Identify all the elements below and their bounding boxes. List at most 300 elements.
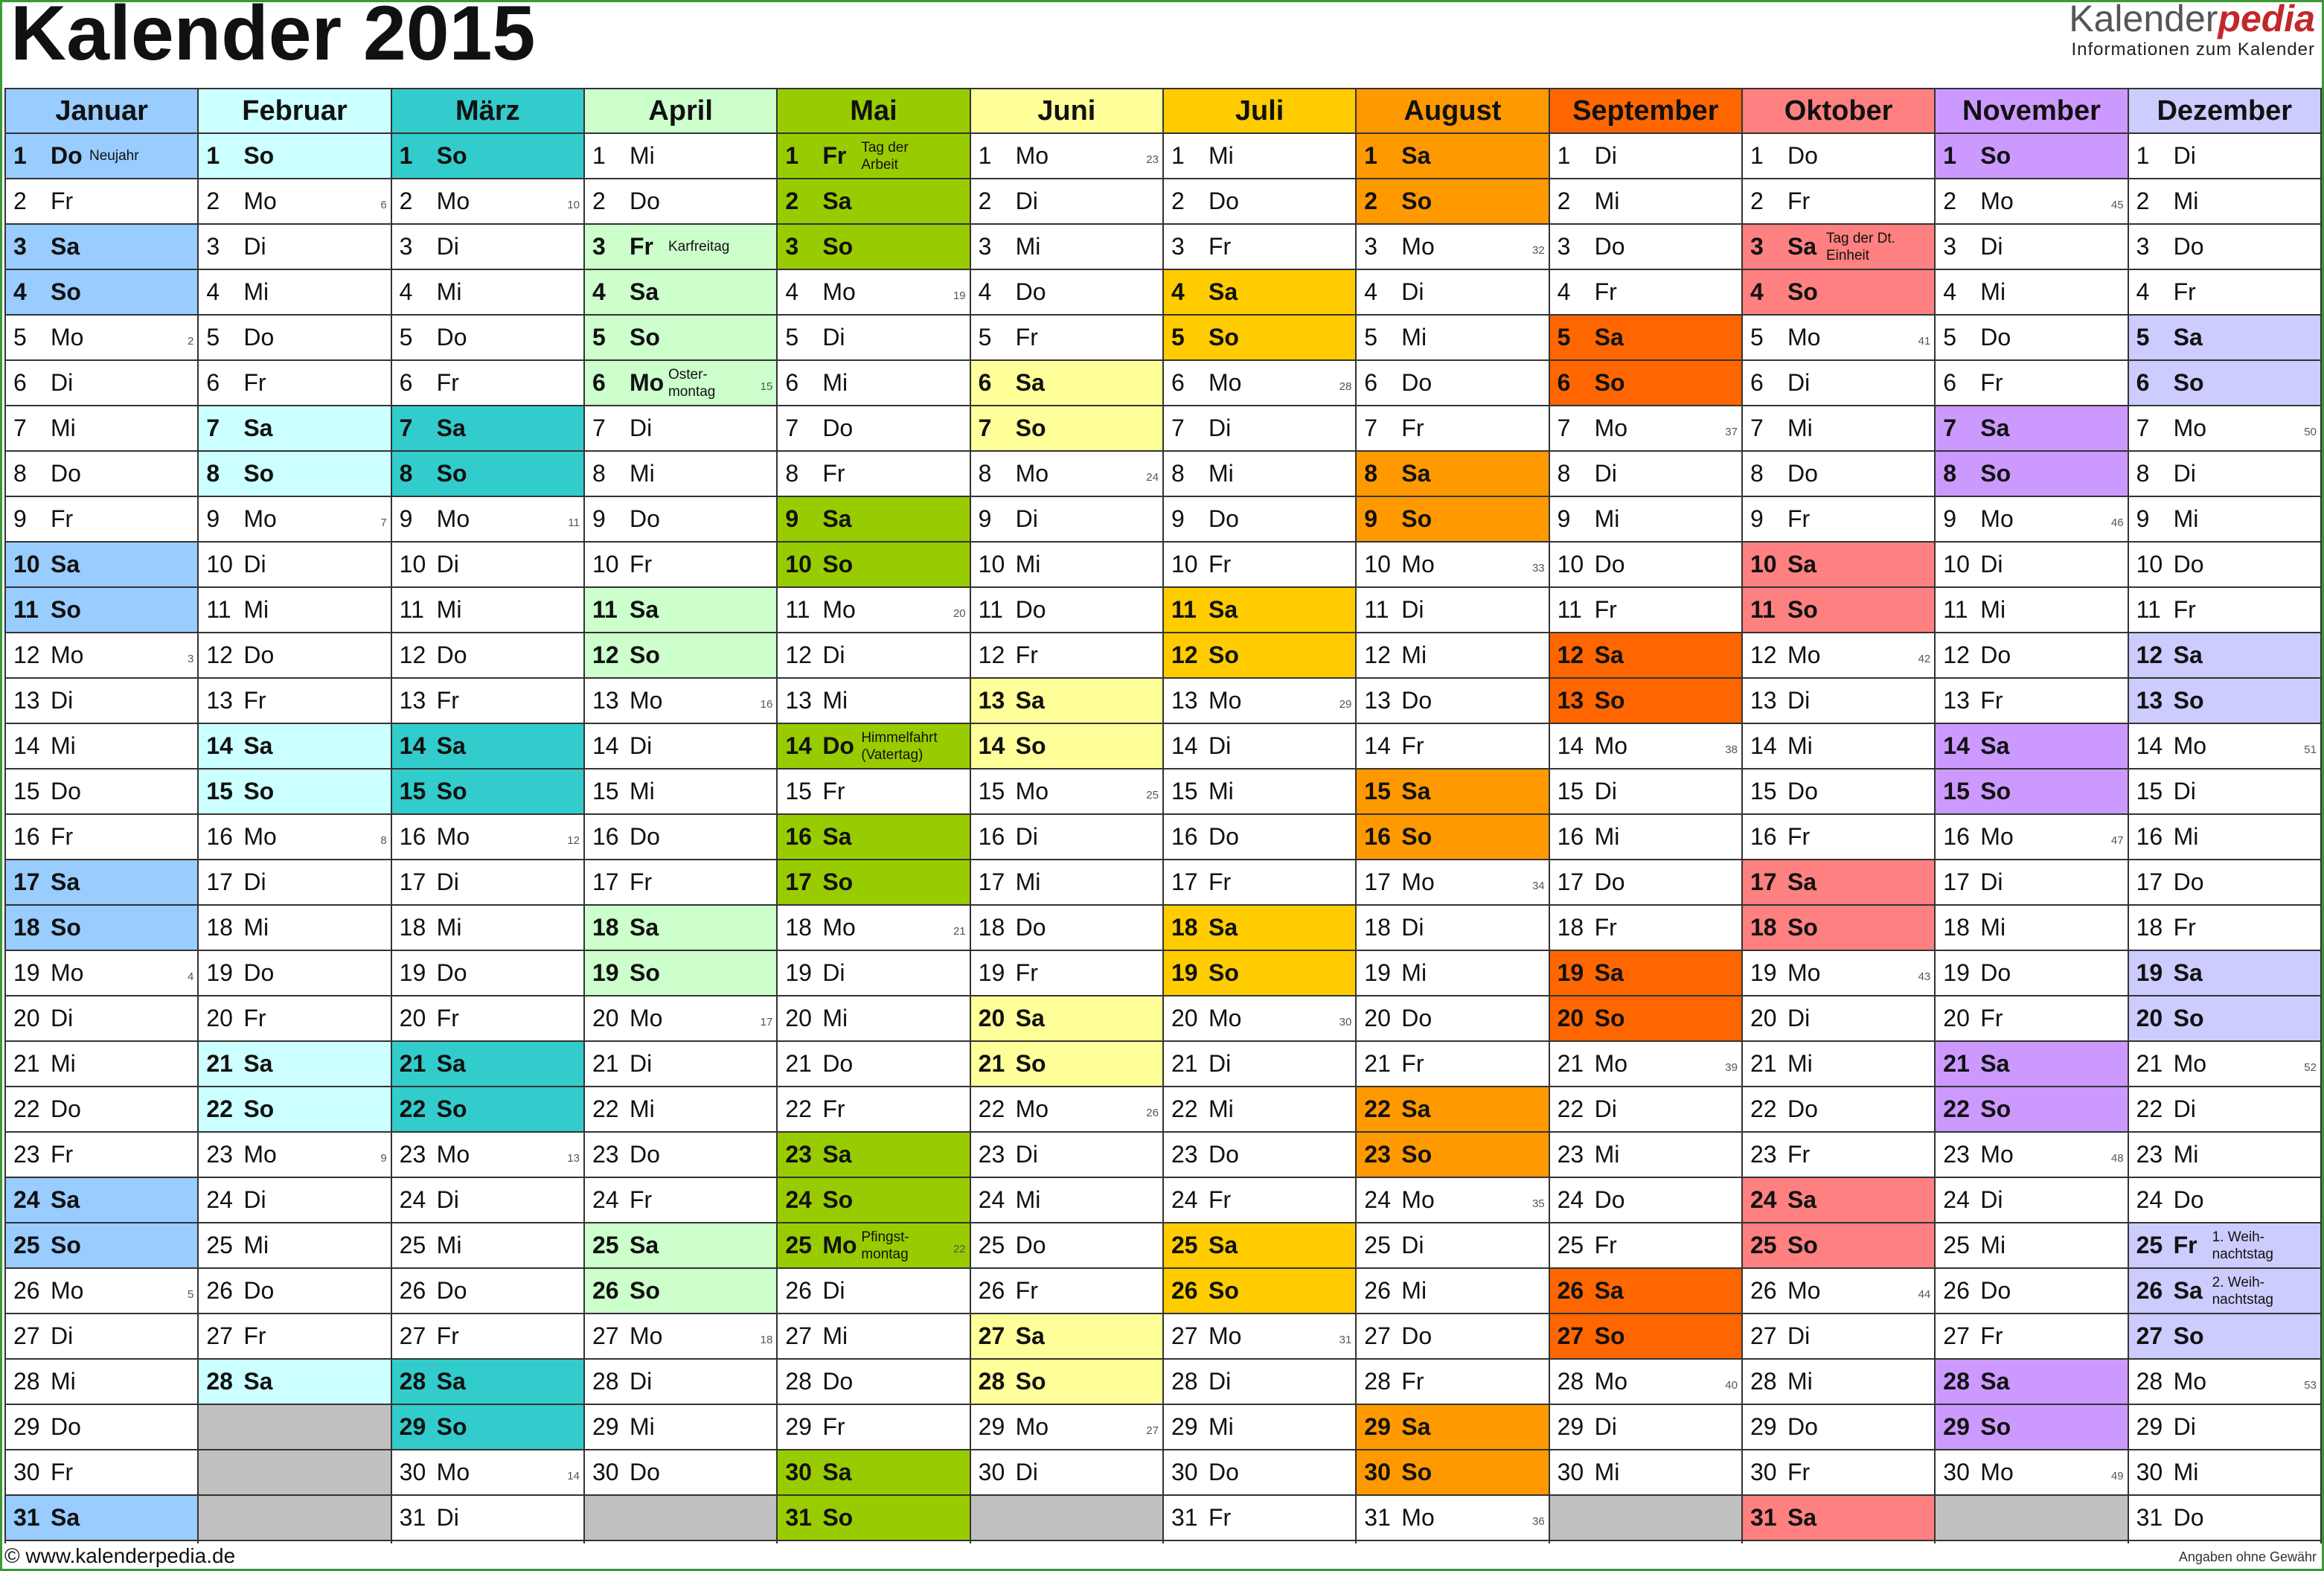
day-cell	[1357, 452, 1548, 497]
day-number: 5	[592, 324, 606, 351]
week-number: 23	[1146, 153, 1159, 166]
day-cell	[1936, 1450, 2127, 1496]
day-cell	[778, 951, 969, 996]
day-cell	[1936, 951, 2127, 996]
day-cell	[971, 1042, 1162, 1087]
day-cell	[585, 860, 776, 906]
day-cell	[6, 134, 197, 179]
weekday-label: Do	[2173, 868, 2204, 895]
weekday-label: Fr	[822, 778, 845, 804]
weekday-label: Di	[1980, 1186, 2003, 1213]
empty-day-cell	[1550, 1496, 1741, 1541]
day-cell	[1936, 452, 2127, 497]
week-number: 19	[953, 289, 966, 302]
day-cell	[1936, 769, 2127, 815]
day-cell	[1164, 1450, 1355, 1496]
day-number: 19	[206, 959, 233, 986]
month-column	[971, 89, 1164, 1543]
day-number: 30	[592, 1459, 619, 1485]
day-number: 7	[1171, 415, 1185, 441]
day-cell	[2129, 724, 2320, 769]
weekday-label: Mo	[1980, 1459, 2014, 1485]
weekday-label: Fr	[1208, 551, 1232, 577]
weekday-label: Di	[629, 732, 653, 759]
day-cell	[1743, 1133, 1934, 1178]
weekday-label: Do	[51, 142, 83, 169]
day-cell	[1164, 1087, 1355, 1133]
day-number: 8	[399, 460, 413, 487]
day-number: 11	[206, 596, 231, 623]
day-cell	[1743, 1087, 1934, 1133]
weekday-label: Mo	[1401, 868, 1435, 895]
day-cell	[392, 996, 583, 1042]
weekday-label: Mi	[1015, 233, 1041, 260]
weekday-label: Mi	[629, 142, 655, 169]
day-cell	[1164, 1269, 1355, 1314]
day-cell	[6, 361, 197, 406]
day-cell	[1164, 1360, 1355, 1405]
weekday-label: Di	[436, 868, 459, 895]
day-number: 6	[2136, 369, 2150, 396]
day-number: 5	[785, 324, 799, 351]
day-number: 25	[978, 1232, 1005, 1258]
day-number: 7	[1557, 415, 1571, 441]
day-cell	[392, 724, 583, 769]
day-cell	[1164, 452, 1355, 497]
day-number: 28	[13, 1368, 40, 1395]
weekday-label: Mo	[1980, 505, 2014, 532]
weekday-label: Fr	[629, 868, 653, 895]
month-header: März	[392, 89, 583, 134]
holiday-note: Himmelfahrt (Vatertag)	[861, 729, 938, 763]
day-cell	[2129, 815, 2320, 860]
day-number: 22	[13, 1095, 40, 1122]
month-header: Februar	[199, 89, 390, 134]
day-cell	[1164, 1496, 1355, 1541]
day-number: 18	[2136, 914, 2163, 941]
day-number: 6	[1364, 369, 1378, 396]
weekday-label: Mo	[1208, 369, 1242, 396]
day-number: 11	[1364, 596, 1389, 623]
day-number: 15	[2136, 778, 2163, 804]
week-number: 7	[380, 516, 387, 529]
weekday-label: Do	[243, 1277, 275, 1304]
day-number: 21	[1557, 1050, 1584, 1077]
weekday-label: So	[436, 142, 467, 169]
day-number: 28	[1943, 1368, 1970, 1395]
day-number: 6	[206, 369, 220, 396]
day-cell	[2129, 316, 2320, 361]
week-number: 11	[568, 516, 580, 529]
day-number: 22	[1943, 1095, 1970, 1122]
weekday-label: Fr	[2173, 914, 2196, 941]
day-cell	[1743, 1496, 1934, 1541]
day-number: 16	[1943, 823, 1970, 850]
weekday-label: Di	[1594, 778, 1617, 804]
weekday-label: Fr	[1401, 1368, 1424, 1395]
day-number: 22	[2136, 1095, 2163, 1122]
day-number: 9	[2136, 505, 2150, 532]
day-number: 30	[1750, 1459, 1777, 1485]
day-cell	[1743, 361, 1934, 406]
weekday-label: Do	[51, 1413, 81, 1440]
day-cell	[6, 815, 197, 860]
weekday-label: Mi	[1787, 1050, 1813, 1077]
day-cell	[778, 1405, 969, 1450]
weekday-label: Mo	[1594, 415, 1628, 441]
day-number: 8	[785, 460, 799, 487]
footer-copyright: © www.kalenderpedia.de	[4, 1544, 236, 1567]
holiday-note: Oster- montag	[668, 366, 716, 400]
day-cell	[1164, 633, 1355, 679]
day-cell	[971, 543, 1162, 588]
weekday-label: Fr	[2173, 1232, 2197, 1258]
day-number: 5	[2136, 324, 2150, 351]
day-number: 10	[1750, 551, 1777, 577]
day-number: 9	[399, 505, 413, 532]
day-cell	[392, 1405, 583, 1450]
day-cell	[778, 1269, 969, 1314]
day-cell	[1936, 1087, 2127, 1133]
day-number: 2	[1557, 188, 1571, 214]
weekday-label: Mi	[822, 1005, 848, 1031]
day-cell	[971, 996, 1162, 1042]
weekday-label: Di	[1594, 460, 1617, 487]
day-number: 4	[978, 278, 992, 305]
weekday-label: Mo	[1208, 1322, 1242, 1349]
day-cell	[1357, 134, 1548, 179]
day-cell	[1357, 316, 1548, 361]
day-number: 14	[1750, 732, 1777, 759]
weekday-label: So	[51, 1232, 81, 1258]
day-number: 14	[399, 732, 426, 759]
weekday-label: Di	[243, 551, 266, 577]
day-cell	[1357, 815, 1548, 860]
day-number: 10	[978, 551, 1005, 577]
weekday-label: Mo	[243, 1141, 277, 1168]
day-cell	[1743, 815, 1934, 860]
weekday-label: So	[1980, 1413, 2011, 1440]
weekday-label: Mo	[822, 278, 856, 305]
day-cell	[585, 724, 776, 769]
weekday-label: Mi	[1787, 732, 1813, 759]
day-number: 13	[978, 687, 1005, 714]
day-cell	[6, 724, 197, 769]
weekday-label: Sa	[822, 1141, 852, 1168]
day-number: 19	[978, 959, 1005, 986]
weekday-label: So	[243, 1095, 275, 1122]
day-number: 5	[1557, 324, 1571, 351]
day-number: 5	[399, 324, 413, 351]
weekday-label: Do	[436, 324, 467, 351]
day-number: 18	[206, 914, 233, 941]
day-number: 15	[1557, 778, 1584, 804]
day-number: 17	[592, 868, 619, 895]
day-cell	[1357, 1087, 1548, 1133]
weekday-label: Di	[629, 1368, 653, 1395]
day-number: 29	[1943, 1413, 1970, 1440]
weekday-label: So	[243, 142, 275, 169]
weekday-label: Di	[1594, 1413, 1617, 1440]
weekday-label: So	[629, 641, 660, 668]
day-cell	[1743, 1314, 1934, 1360]
day-cell	[199, 179, 390, 225]
day-cell	[392, 1314, 583, 1360]
weekday-label: Sa	[1015, 687, 1045, 714]
day-cell	[971, 1223, 1162, 1269]
weekday-label: Di	[822, 641, 845, 668]
weekday-label: Mo	[1594, 1050, 1628, 1077]
week-number: 36	[1531, 1515, 1545, 1528]
day-number: 14	[978, 732, 1005, 759]
weekday-label: Fr	[1787, 505, 1811, 532]
day-number: 30	[1171, 1459, 1198, 1485]
day-cell	[6, 1042, 197, 1087]
day-number: 29	[2136, 1413, 2163, 1440]
day-cell	[2129, 1314, 2320, 1360]
day-number: 26	[592, 1277, 619, 1304]
day-cell	[971, 316, 1162, 361]
weekday-label: So	[1015, 1368, 1046, 1395]
day-number: 1	[2136, 142, 2150, 169]
day-cell	[1357, 543, 1548, 588]
week-number: 37	[1725, 426, 1738, 438]
day-number: 1	[206, 142, 220, 169]
day-number: 23	[13, 1141, 40, 1168]
day-cell	[778, 1360, 969, 1405]
weekday-label: Sa	[1980, 415, 2010, 441]
day-number: 13	[1557, 687, 1584, 714]
weekday-label: Fr	[243, 1005, 266, 1031]
day-number: 21	[1364, 1050, 1391, 1077]
day-cell	[1164, 679, 1355, 724]
weekday-label: Di	[1015, 1459, 1038, 1485]
day-number: 21	[206, 1050, 233, 1077]
day-cell	[971, 588, 1162, 633]
day-number: 30	[399, 1459, 426, 1485]
day-number: 19	[13, 959, 40, 986]
day-number: 27	[1557, 1322, 1584, 1349]
day-cell	[2129, 1087, 2320, 1133]
day-cell	[971, 406, 1162, 452]
weekday-label: Sa	[1594, 959, 1624, 986]
day-cell	[778, 769, 969, 815]
day-number: 25	[13, 1232, 40, 1258]
day-cell	[6, 1450, 197, 1496]
weekday-label: Mi	[1980, 914, 2006, 941]
month-column	[2129, 89, 2322, 1543]
month-header: Mai	[778, 89, 969, 134]
weekday-label: Sa	[51, 1504, 80, 1531]
week-number: 39	[1725, 1061, 1738, 1074]
day-number: 13	[592, 687, 619, 714]
day-cell	[971, 270, 1162, 316]
day-number: 9	[1171, 505, 1185, 532]
day-number: 23	[785, 1141, 812, 1168]
day-cell	[585, 225, 776, 270]
weekday-label: Mi	[436, 278, 462, 305]
day-number: 14	[1557, 732, 1584, 759]
day-number: 14	[206, 732, 233, 759]
day-number: 22	[1364, 1095, 1391, 1122]
weekday-label: Sa	[436, 1050, 466, 1077]
day-cell	[971, 179, 1162, 225]
day-number: 3	[13, 233, 27, 260]
weekday-label: Do	[1594, 1186, 1625, 1213]
day-number: 10	[2136, 551, 2163, 577]
day-cell	[1743, 497, 1934, 543]
day-number: 7	[2136, 415, 2150, 441]
day-number: 18	[785, 914, 812, 941]
day-cell	[6, 679, 197, 724]
day-number: 18	[399, 914, 426, 941]
weekday-label: Do	[1594, 551, 1625, 577]
day-cell	[1357, 996, 1548, 1042]
day-cell	[1357, 497, 1548, 543]
weekday-label: Do	[1787, 1095, 1818, 1122]
weekday-label: Di	[2173, 778, 2196, 804]
day-cell	[1357, 1496, 1548, 1541]
day-cell	[1550, 225, 1741, 270]
weekday-label: Do	[822, 732, 854, 759]
day-cell	[6, 633, 197, 679]
day-number: 14	[1364, 732, 1391, 759]
day-number: 23	[1364, 1141, 1391, 1168]
week-number: 43	[1918, 970, 1931, 983]
day-number: 23	[399, 1141, 426, 1168]
day-number: 19	[1750, 959, 1777, 986]
day-number: 26	[13, 1277, 40, 1304]
weekday-label: Mi	[1594, 188, 1620, 214]
day-number: 15	[785, 778, 812, 804]
weekday-label: Di	[243, 1186, 266, 1213]
day-cell	[6, 1087, 197, 1133]
weekday-label: Mo	[1015, 778, 1049, 804]
month-header: November	[1936, 89, 2127, 134]
day-cell	[1743, 1450, 1934, 1496]
weekday-label: Mi	[629, 460, 655, 487]
weekday-label: Do	[1015, 914, 1046, 941]
weekday-label: So	[51, 914, 81, 941]
day-cell	[392, 1496, 583, 1541]
day-number: 31	[13, 1504, 40, 1531]
day-cell	[585, 1269, 776, 1314]
day-number: 25	[206, 1232, 233, 1258]
day-cell	[199, 588, 390, 633]
day-number: 4	[206, 278, 220, 305]
day-number: 13	[206, 687, 233, 714]
weekday-label: Di	[51, 1005, 74, 1031]
day-number: 18	[1364, 914, 1391, 941]
weekday-label: Do	[1787, 778, 1818, 804]
day-cell	[1743, 1405, 1934, 1450]
day-number: 22	[785, 1095, 812, 1122]
day-number: 15	[206, 778, 233, 804]
day-number: 22	[592, 1095, 619, 1122]
weekday-label: Mi	[1015, 551, 1041, 577]
day-cell	[1550, 134, 1741, 179]
weekday-label: So	[1980, 1095, 2011, 1122]
brand-name-plain: Kalender	[2069, 0, 2218, 39]
day-cell	[1936, 724, 2127, 769]
day-number: 27	[206, 1322, 233, 1349]
weekday-label: Mi	[1208, 460, 1234, 487]
day-cell	[392, 906, 583, 951]
day-number: 17	[1171, 868, 1198, 895]
weekday-label: Di	[1787, 1005, 1811, 1031]
holiday-note: 1. Weih- nachtstag	[2212, 1229, 2274, 1262]
day-number: 16	[785, 823, 812, 850]
weekday-label: Di	[2173, 1413, 2196, 1440]
day-number: 12	[1943, 641, 1970, 668]
day-cell	[1743, 951, 1934, 996]
day-number: 8	[1750, 460, 1764, 487]
holiday-note: Neujahr	[89, 148, 139, 164]
day-cell	[1357, 406, 1548, 452]
day-number: 15	[1943, 778, 1970, 804]
weekday-label: Di	[1787, 687, 1811, 714]
day-number: 29	[1750, 1413, 1777, 1440]
day-cell	[1936, 906, 2127, 951]
day-number: 29	[399, 1413, 426, 1440]
day-cell	[1357, 361, 1548, 406]
weekday-label: Fr	[2173, 278, 2196, 305]
weekday-label: Di	[1208, 1368, 1232, 1395]
weekday-label: Fr	[51, 1459, 74, 1485]
day-number: 18	[1943, 914, 1970, 941]
weekday-label: Sa	[1787, 868, 1817, 895]
weekday-label: Fr	[822, 142, 847, 169]
day-cell	[971, 361, 1162, 406]
weekday-label: Sa	[1401, 1095, 1431, 1122]
weekday-label: Mo	[1401, 1504, 1435, 1531]
weekday-label: Mi	[629, 1413, 655, 1440]
weekday-label: Fr	[436, 369, 459, 396]
week-number: 34	[1531, 880, 1545, 892]
weekday-label: Sa	[1594, 641, 1624, 668]
day-number: 9	[1943, 505, 1957, 532]
day-number: 19	[1557, 959, 1584, 986]
weekday-label: So	[436, 778, 467, 804]
weekday-label: Mi	[1594, 505, 1620, 532]
day-cell	[199, 406, 390, 452]
day-number: 8	[206, 460, 220, 487]
day-cell	[199, 134, 390, 179]
day-number: 11	[785, 596, 810, 623]
day-cell	[778, 633, 969, 679]
weekday-label: So	[1015, 415, 1046, 441]
week-number: 8	[380, 834, 387, 847]
weekday-label: Sa	[243, 1050, 273, 1077]
day-cell	[1936, 270, 2127, 316]
month-header: August	[1357, 89, 1548, 134]
week-number: 21	[953, 925, 966, 938]
day-cell	[585, 1178, 776, 1223]
weekday-label: Fr	[1208, 868, 1232, 895]
day-cell	[1550, 361, 1741, 406]
weekday-label: So	[629, 324, 660, 351]
day-number: 3	[1943, 233, 1957, 260]
day-cell	[1743, 906, 1934, 951]
day-number: 25	[1943, 1232, 1970, 1258]
weekday-label: Mo	[1787, 1277, 1821, 1304]
day-number: 21	[2136, 1050, 2163, 1077]
weekday-label: Mi	[629, 1095, 655, 1122]
day-cell	[1357, 1450, 1548, 1496]
weekday-label: Sa	[436, 415, 466, 441]
weekday-label: Sa	[1787, 1186, 1817, 1213]
day-cell	[6, 996, 197, 1042]
